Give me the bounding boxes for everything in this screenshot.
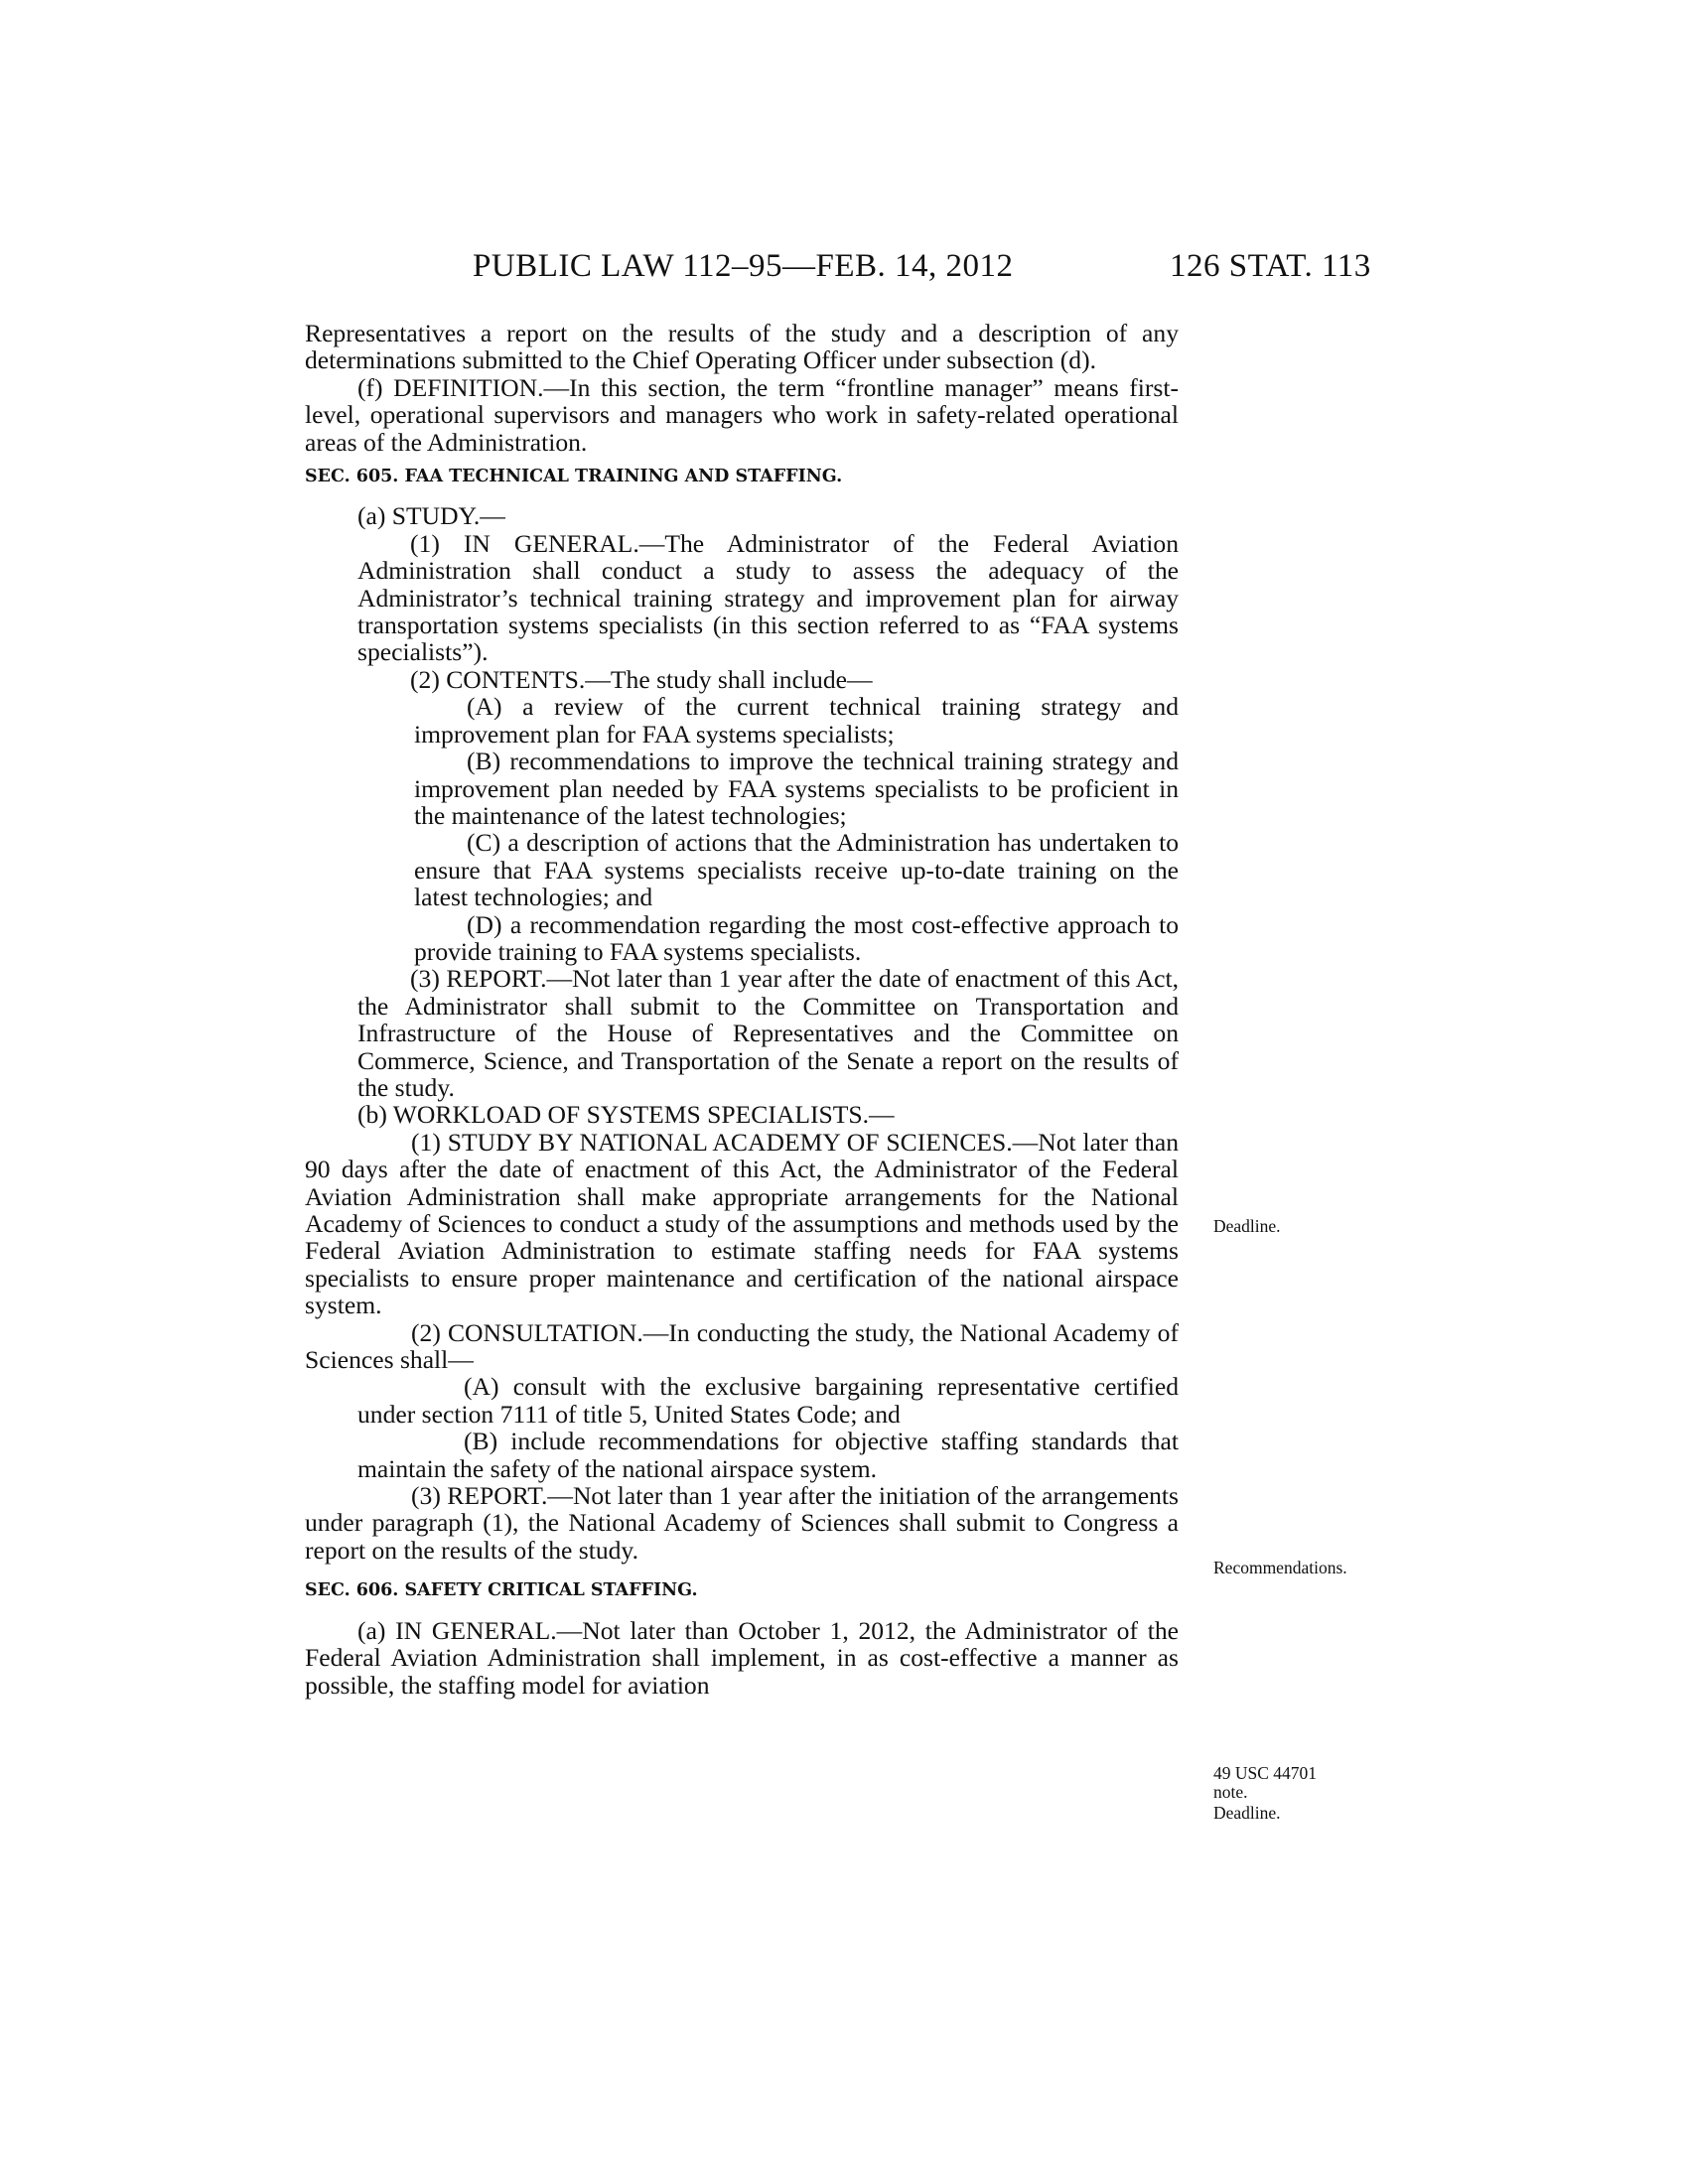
margin-note-usc-citation: 49 USC 44701 note. — [1213, 1763, 1318, 1802]
subsection-f-definition: (f) DEFINITION.—In this section, the term “frontline manager” means first-level, operational supervisors and managers who work in safety-related operational areas of the Administration. — [305, 372, 1179, 457]
margin-note-deadline: Deadline. — [1213, 1216, 1281, 1236]
clause-a2-D: (D) a recommendation regarding the most cost-effective approach to provide training to FAA systems specialists. — [414, 909, 1179, 966]
clause-a2-A: (A) a review of the current technical training strategy and improvement plan for FAA systems specialists; — [414, 692, 1179, 749]
clause-b2-A: (A) consult with the exclusive bargaining representative certified under section 7111 of title 5, United States Code; and — [357, 1372, 1179, 1429]
section-605-heading: SEC. 605. FAA TECHNICAL TRAINING AND STAFFING. — [305, 467, 843, 487]
paragraph-continued: Representatives a report on the results of the study and a description of any determinations submitted to the Chief Operating Officer under subsection (d). — [305, 319, 1179, 375]
margin-note-recommendations: Recommendations. — [1213, 1558, 1347, 1577]
para-a2-contents: (2) CONTENTS.—The study shall include— — [410, 664, 873, 694]
para-a3-report: (3) REPORT.—Not later than 1 year after the date of enactment of this Act, the Administrator shall submit to the Committee on Transportation and Infrastructure of the House of Representatives and the Committee on Commerce, Science, and Transportation of the Senate a report on the results of the study. — [357, 964, 1179, 1102]
para-b1-study-nas: (1) STUDY BY NATIONAL ACADEMY OF SCIENCES.—Not later than 90 days after the date of enactment of this Act, the Administrator of the Federal Aviation Administration shall make appropriate arrangements for the National Academy of Sciences to conduct a study of the assumptions and methods used by the Federal Aviation Administration to estimate staffing needs for FAA systems specialists to ensure proper maintenance and certification of the national airspace system. — [305, 1127, 1179, 1320]
margin-note-deadline-2: Deadline. — [1213, 1803, 1281, 1823]
section-606-heading: SEC. 606. SAFETY CRITICAL STAFFING. — [305, 1580, 698, 1601]
running-header — [0, 248, 1688, 288]
subsection-a-study: (a) STUDY.— — [357, 501, 505, 531]
para-b2-consultation: (2) CONSULTATION.—In conducting the study, the National Academy of Sciences shall— — [305, 1317, 1179, 1375]
subsection-a-in-general-606: (a) IN GENERAL.—Not later than October 1, 2012, the Administrator of the Federal Aviation Administration shall implement, in as cost-effective a manner as possible, the staffing model for aviation — [305, 1615, 1179, 1700]
statute-text — [305, 320, 1179, 1699]
para-b3-report: (3) REPORT.—Not later than 1 year after the initiation of the arrangements under paragraph (1), the National Academy of Sciences shall submit to Congress a report on the results of the study. — [305, 1481, 1179, 1565]
para-a1-in-general: (1) IN GENERAL.—The Administrator of the Federal Aviation Administration shall conduct a study to assess the adequacy of the Administrator’s technical training strategy and improvement plan for airway transportation systems specialists (in this section referred to as “FAA systems specialists”). — [357, 528, 1179, 667]
clause-a2-B: (B) recommendations to improve the technical training strategy and improvement plan needed by FAA systems specialists to be proficient in the maintenance of the latest technologies; — [414, 747, 1179, 830]
public-law-title: PUBLIC LAW 112–95—FEB. 14, 2012 — [473, 248, 1014, 284]
subsection-b-workload: (b) WORKLOAD OF SYSTEMS SPECIALISTS.— — [357, 1100, 895, 1130]
statute-page-number: 126 STAT. 113 — [1170, 248, 1371, 284]
clause-b2-B: (B) include recommendations for objective staffing standards that maintain the safety of the national airspace system. — [357, 1427, 1179, 1483]
clause-a2-C: (C) a description of actions that the Administration has undertaken to ensure that FAA systems specialists receive up-to-date training on the latest technologies; and — [414, 828, 1179, 912]
